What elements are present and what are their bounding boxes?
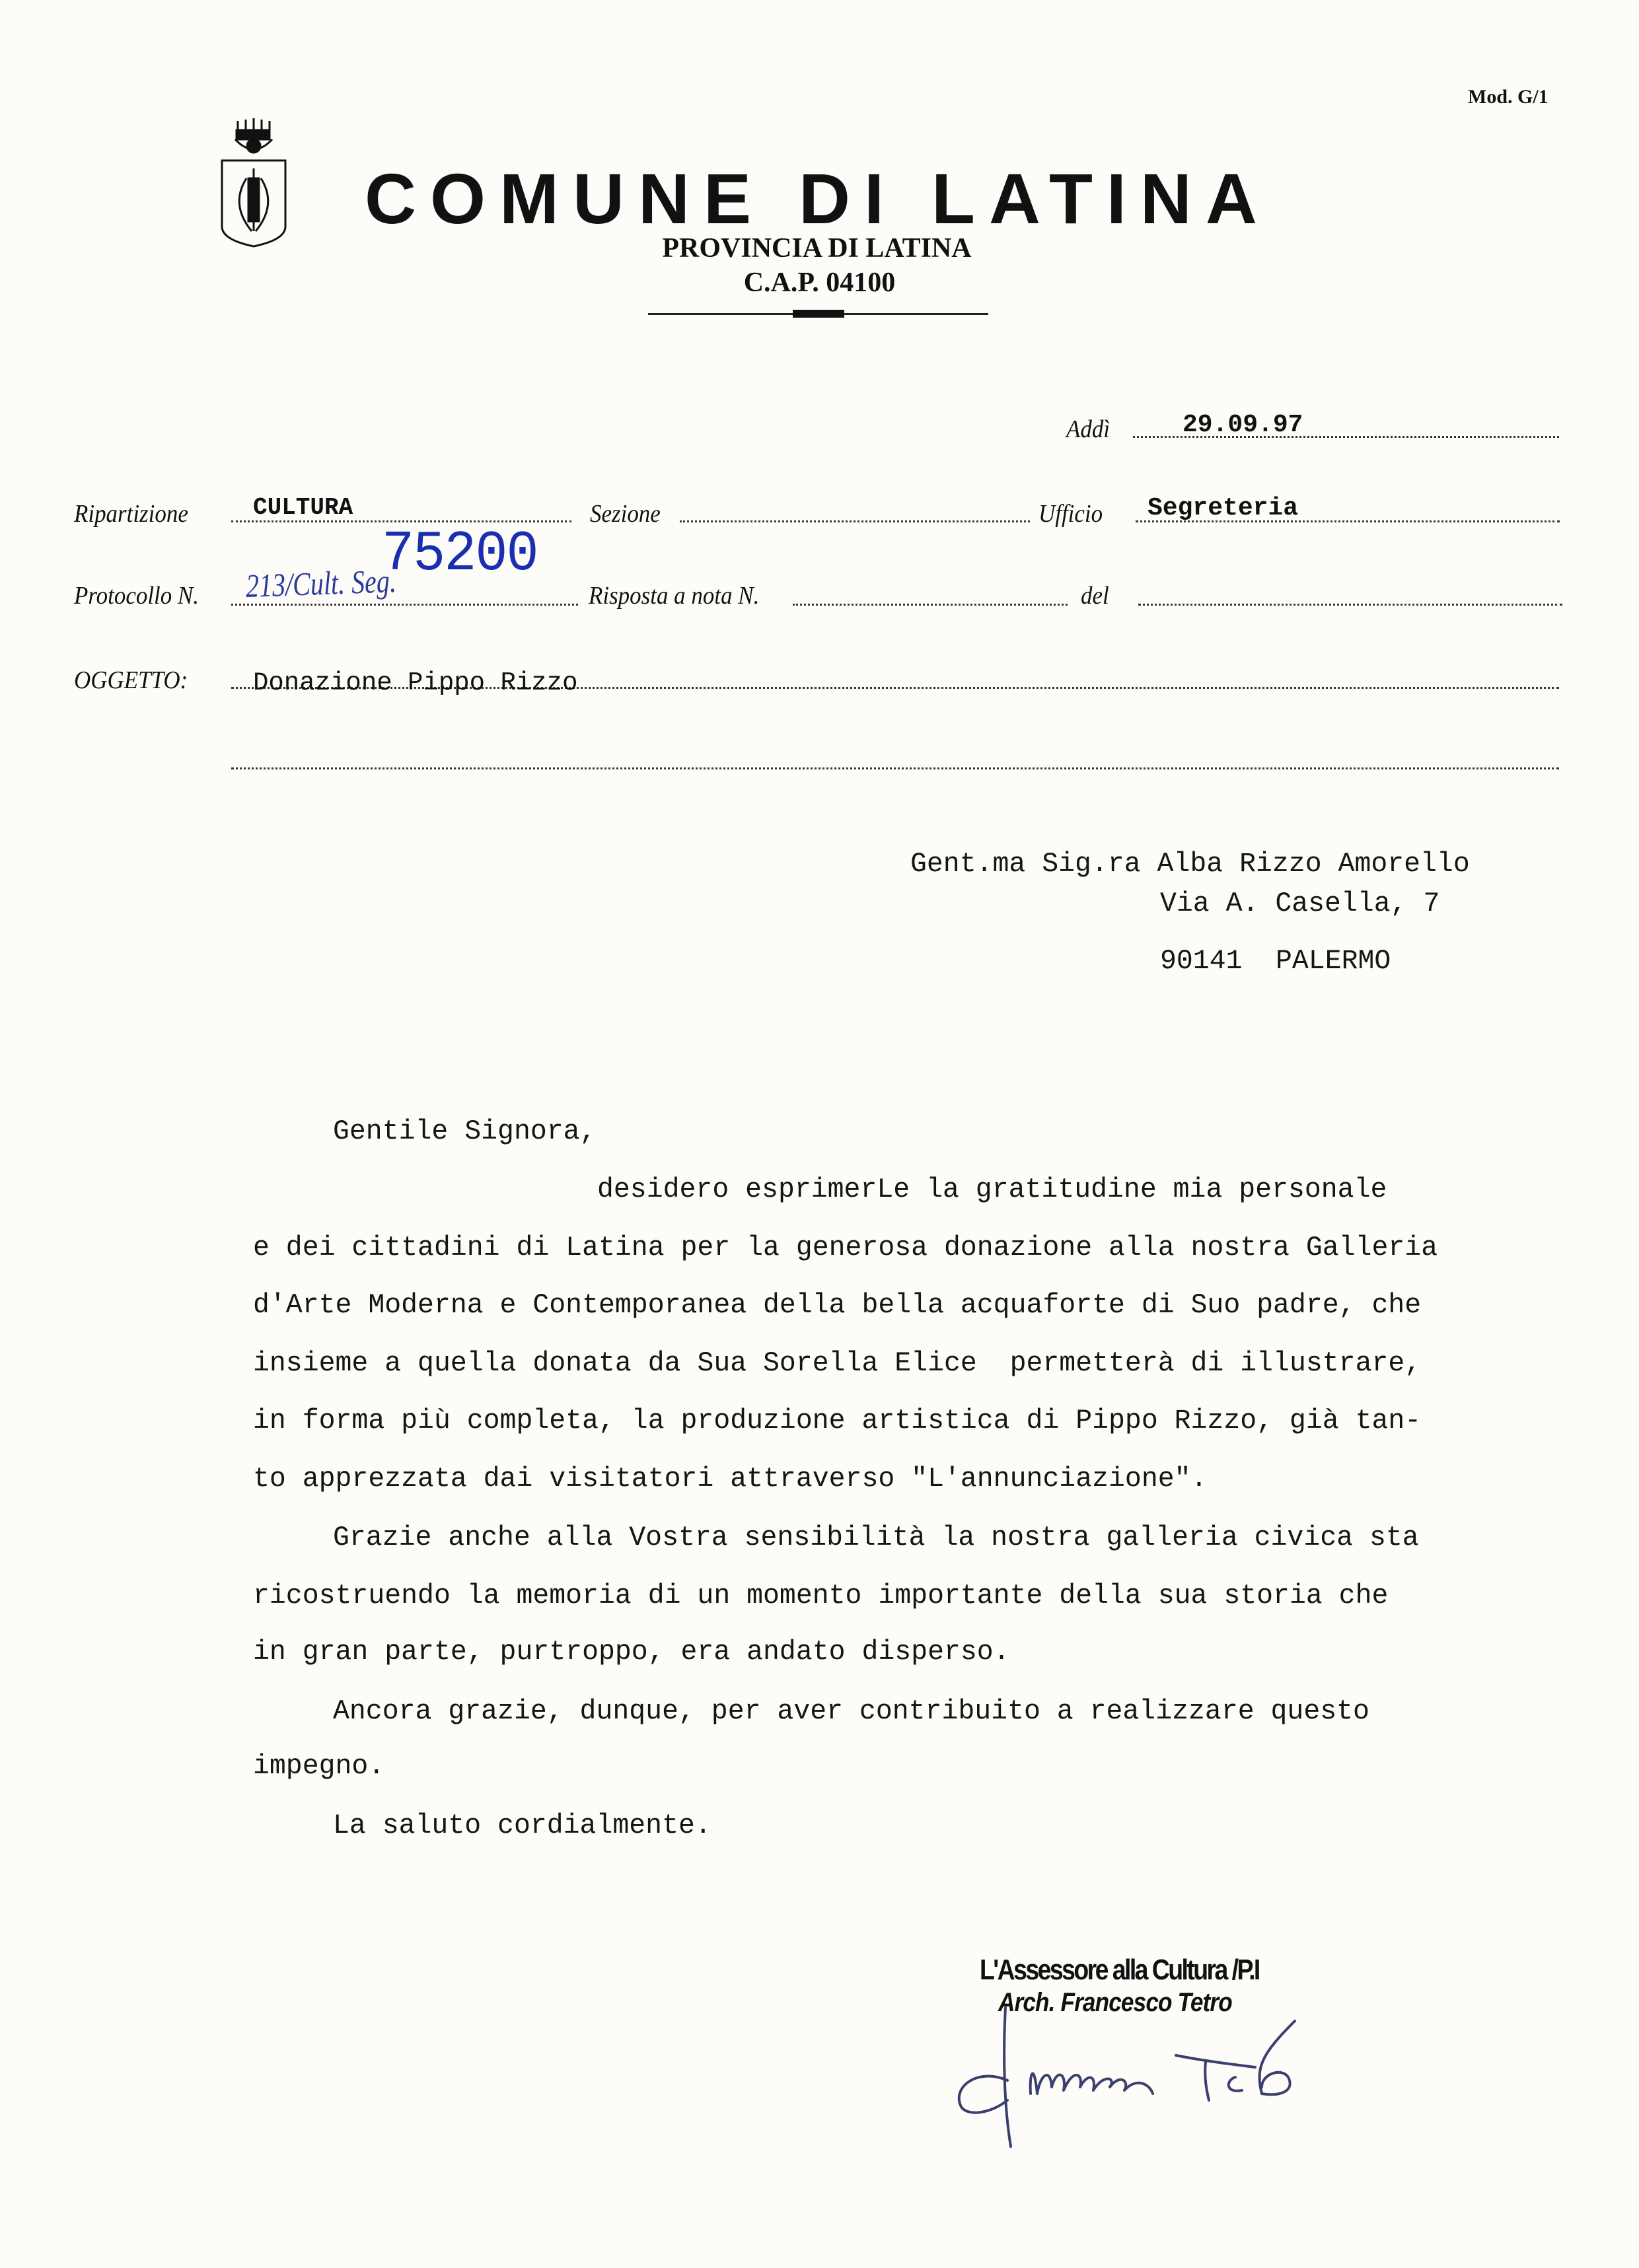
coat-of-arms-icon [217,116,291,248]
risposta-label: Risposta a nota N. [589,582,760,610]
page-title: COMUNE DI LATINA [365,159,1271,238]
oggetto-value: Donazione Pippo Rizzo [253,668,578,697]
header-divider-mark [793,310,844,318]
sezione-label: Sezione [590,500,661,528]
province-label: PROVINCIA DI LATINA [662,233,972,264]
recipient-city: PALERMO [1276,946,1391,977]
del-field-line [1138,604,1562,606]
signatory-name: Arch. Francesco Tetro [998,1988,1232,2017]
body-line: Grazie anche alla Vostra sensibilità la nostra galleria civica sta [333,1522,1419,1553]
body-line: e dei cittadini di Latina per la generosa donazione alla nostra Galleria [253,1232,1438,1263]
ufficio-value: Segreteria [1147,494,1299,522]
postal-code: C.A.P. 04100 [743,267,896,298]
body-line: impegno. [253,1751,385,1782]
body-line: in forma più completa, la produzione artistica di Pippo Rizzo, già tan- [253,1405,1422,1436]
body-line: insieme a quella donata da Sua Sorella Elice permetterà di illustrare, [253,1348,1422,1379]
protocollo-handwritten-value: 213/Cult. Seg. [245,562,397,604]
ufficio-label: Ufficio [1038,500,1103,528]
handwritten-signature [951,2001,1381,2153]
ripartizione-label: Ripartizione [74,500,188,528]
recipient-street: Via A. Casella, 7 [1160,888,1440,919]
del-label: del [1081,582,1109,610]
oggetto-field-line-2 [231,767,1559,769]
sezione-field-line [680,520,1030,522]
date-label: Addì [1066,415,1111,443]
date-value: 29.09.97 [1183,411,1303,439]
form-code: Mod. G/1 [1468,86,1548,108]
risposta-field-line [793,604,1068,606]
salutation: Gentile Signora, [333,1116,597,1147]
body-line: to apprezzata dai visitatori attraverso "L'annunciazione". [253,1464,1208,1495]
protocollo-label: Protocollo N. [74,582,200,610]
recipient-postcode: 90141 [1160,946,1243,977]
ripartizione-value: CULTURA [253,494,353,521]
protocollo-field-line [231,604,578,606]
body-line: in gran parte, purtroppo, era andato disperso. [253,1637,1010,1668]
body-line: ricostruendo la memoria di un momento importante della sua storia che [253,1580,1389,1612]
oggetto-label: OGGETTO: [74,666,188,694]
body-line: La saluto cordialmente. [333,1810,711,1841]
protocol-stamp: 75200 [382,522,538,586]
body-line: Ancora grazie, dunque, per aver contribuito a realizzare questo [333,1696,1369,1727]
recipient-name: Gent.ma Sig.ra Alba Rizzo Amorello [910,849,1470,880]
body-line: d'Arte Moderna e Contemporanea della bella acquaforte di Suo padre, che [253,1290,1422,1321]
body-line: desidero esprimerLe la gratitudine mia personale [597,1174,1387,1205]
signatory-role: L'Assessore alla Cultura /P.I [980,1954,1259,1986]
